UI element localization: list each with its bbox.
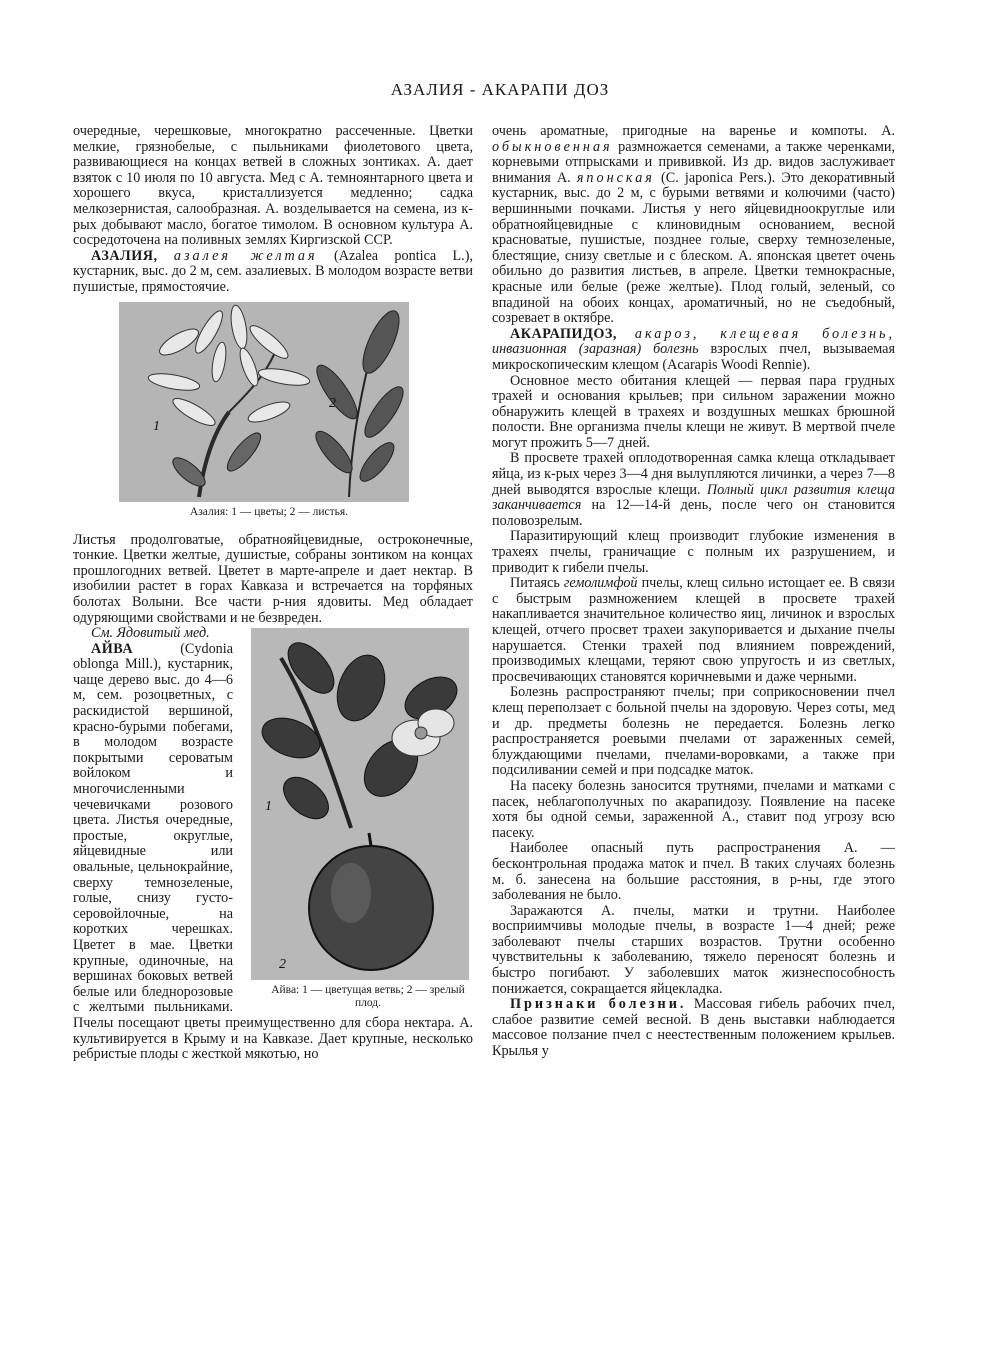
entry-acarapidosis (492, 327, 895, 374)
azalea-drawing (119, 302, 409, 502)
species-name: японская (576, 169, 655, 186)
disease-type: инвазионная (заразная) болезнь (492, 341, 699, 358)
headword: АКАРАПИДОЗ, (510, 325, 617, 342)
figure-caption: Айва: 1 — цветущая ветвь; 2 — зрелый плод. (271, 984, 465, 1010)
entry-text: (Cydonia oblonga Mill.), кустарник, чаще дерево выс. до 4—6 м, сем. розоцветных, с раскидистой вершиной, красно-бурыми побегами, в молодом возрасте покрытыми сероватым войлоком и многочисленными чечевичками розового цвета. Листья очередные, простые, округлые, яйцевидные или овальные, цельнокрайние, сверху темнозеленые, голые, снизу густо-серовойлочные, на коротких черешках. Цветет в мае. Цветки крупные, одиночные, на вершинах боковых ветвей белые или бледнорозовые с желтыми пыльниками. Пчелы посещают цветы преимущественно для сбора нектара. А. культивируется в Крыму и на Кавказе. Дает крупные, несколько ребристые плоды с жесткой мякотью, но (73, 640, 473, 1063)
entry-azalea (73, 249, 473, 296)
paragraph: очередные, черешковые, многократно рассеченные. Цветки мелкие, грязнобелые, с пыльниками фиолетового цвета, развивающиеся на концах ветвей в сложных зонтиках. А. дает взяток с 10 июля по 10 августа. Мед с А. темноянтарного цвета и хорошего вкуса, кристаллизуется медленно; садка мелкозернистая, салообразная. А. возделывается на семена, из к-рых добывают масло, богатое тимолом. В основном культура А. сосредоточена на поливных землях Киргизской ССР. (73, 123, 473, 249)
headword: АЗАЛИЯ, (91, 247, 158, 264)
fig-label-2: 2 (329, 395, 336, 411)
quince-illustration (251, 628, 469, 980)
text: (C. japonica Pers.). Это декоративный кустарник, выс. до 2 м, с бурыми ветвями и колючими (часто) вершинными почками. Листья у него яйцевидноокруглые или обратнояйцевидные с клиновидным основанием, весной красноватые, пушистые, позднее голые, сверху темнозеленые, блестящие, снизу светлые и с блеском. А. японская цветет очень обильно до развития листьев, в апреле. Цветки темнокрасные, красные или белые (реже желтые). Плод голый, зеленый, со впадиной на обоих концах, ароматичный, но не съедобный, созревает в октябре. (492, 169, 896, 327)
section-symptoms (492, 997, 895, 1059)
fig-label-2: 2 (279, 957, 286, 973)
paragraph: Основное место обитания клещей — первая пара грудных трахей и основания крыльев; при сильном заражении можно обнаружить клещей в трахеях и воздушных мешках брюшной полости. Вне организма пчелы клещи не живут. В мертвой пчеле могут прожить 5—7 дней. (492, 372, 895, 451)
paragraph: На пасеку болезнь заносится трутнями, пчелами и матками с пасек, неблагополучных по акарапидозу. Появление на пасеке хотя бы одной семьи, зараженной А., ставит под угрозу всю пасеку. (492, 777, 895, 841)
fig-label-1: 1 (153, 418, 160, 434)
species-name: обыкновенная (492, 138, 613, 155)
text: на 12—14-й день, после чего он становится половозрелым. (492, 497, 895, 529)
entry-text: Листья продолговатые, обратнояйцевидные, остроконечные, тонкие. Цветки желтые, душистые, собраны зонтиком на концах прошлогодних ветвей. Цветет в марте-апреле и дает нектар. В изобилии растет в горах Кавказа и встречается на торфяных болотах Волыни. Все части р-ния ядовиты. Мед обладает одуряющими свойствами и не безвреден. (73, 531, 473, 626)
quince-drawing (251, 628, 469, 980)
text: Массовая гибель рабочих пчел, слабое развитие семей весной. В день выставки наблюдается массовое ползание пчел с неестественным положением крыльев. Крылья у (492, 996, 895, 1060)
section-heading: Признаки болезни. (510, 996, 687, 1013)
text: размножается семенами, а также черенками, корневыми отпрысками и прививкой. Из др. видов заслуживает внимания А. (492, 138, 896, 186)
species-name: азалея желтая (173, 247, 318, 264)
paragraph: Наиболее опасный путь распространения А. — бесконтрольная продажа маток и пчел. В таких случаях болезнь м. б. занесена на большие расстояния, в р-ны, где этого заболевания не было. (492, 840, 895, 904)
synonyms: акароз, клещевая болезнь, (634, 325, 895, 342)
paragraph (492, 451, 895, 529)
left-column (73, 124, 473, 1063)
paragraph: Болезнь распространяют пчелы; при соприкосновении пчел клещ переползает с больной пчелы на здоровую. Через соты, мед и др. предметы болезнь не передается. Болезнь легко распространяется роевыми пчелами от зараженных семей, блуждающими пчелами, пчелами-воровками, а также при подсиливании семей и при подсадке маток. (492, 684, 895, 779)
text: очень ароматные, пригодные на варенье и компоты. А. (492, 123, 895, 139)
page-header: АЗАЛИЯ - АКАРАПИ ДОЗ (390, 80, 610, 99)
figure-quince (243, 628, 473, 1010)
paragraph: Паразитирующий клещ производит глубокие изменения в трахеях пчелы, граничащие с полным их разрушением, и приводит к гибели пчелы. (492, 528, 895, 576)
headword: АЙВА (91, 640, 134, 657)
entry-text: (Azalea pontica L.), кустарник, выс. до 2 м, сем. азалиевых. В молодом возрасте ветви пушистые, прямостоячие. (73, 247, 473, 295)
text: Питаясь (510, 575, 560, 592)
emphasis: гемолимфой (563, 575, 638, 592)
cross-reference: См. Ядовитый мед. (91, 625, 210, 642)
emphasis: Полный цикл развития клеща заканчивается (492, 481, 895, 514)
paragraph (73, 533, 473, 627)
text: В просвете трахей оплодотворенная самка клеща откладывает яйца, из к-рых через 3—4 дня вылупляются личинки, а через 7—8 дней выводятся взрослые клещи. (492, 450, 895, 498)
paragraph (492, 124, 895, 327)
figure-azalea (119, 302, 419, 519)
paragraph: Заражаются А. пчелы, матки и трутни. Наиболее восприимчивы молодые пчелы, в возрасте 1—4 дней; реже заболевают пчелы старших возрастов. Трутни особенно чувствительны к заболеванию, тяжело переносят болезнь и быстро погибают. У заболевших маток жизнеспособность понижается, сокращается яйцекладка. (492, 902, 895, 997)
fig-label-1: 1 (265, 799, 272, 815)
text: взрослых пчел, вызываемая микроскопическим клещом (Acarapis Woodi Rennie). (492, 341, 896, 373)
figure-caption: Азалия: 1 — цветы; 2 — листья. (189, 505, 349, 518)
right-column (492, 124, 895, 1060)
azalea-illustration (119, 302, 409, 502)
text: пчелы, клещ сильно истощает ее. В связи с быстрым размножением клещей в просвете трахей накапливается значительное количество яиц, личинок и взрослых клещей, отчего просвет трахеи закупоривается и дыхание пчелы нарушается. Стенки трахей под влиянием повреждений, производимых клещами, теряют свою упругость и из светлых, просвечивающих становятся коричневыми и даже черными. (492, 575, 896, 685)
paragraph (492, 576, 895, 685)
